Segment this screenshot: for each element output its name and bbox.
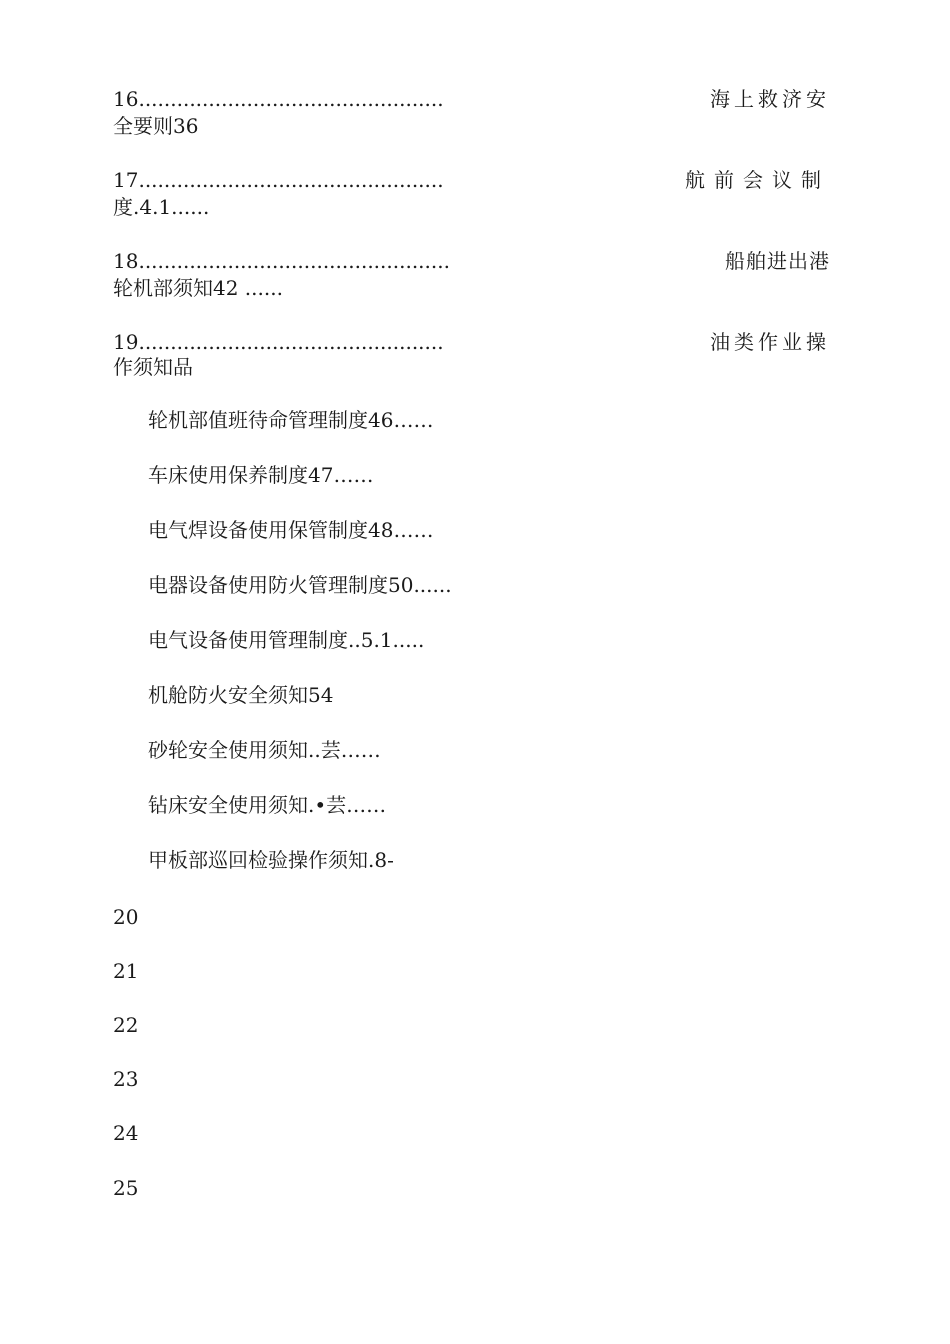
sub-entry: 电气设备使用管理制度..5.1..... — [148, 628, 425, 652]
toc-entry-title: 油类作业操 — [696, 327, 830, 357]
page-number-line: 20 — [113, 905, 139, 929]
toc-entry-16 — [113, 84, 830, 114]
sub-entry: 车床使用保养制度47…… — [148, 463, 374, 487]
sub-entry: 甲板部巡回检验操作须知.8- — [148, 848, 394, 872]
toc-entry-number: 16. — [113, 87, 145, 111]
sub-entry: 电器设备使用防火管理制度50...... — [148, 573, 452, 597]
toc-leader-dots: ................................................ — [144, 249, 450, 273]
toc-leader-dots: ............................................... — [144, 330, 444, 354]
toc-entry-19 — [113, 327, 830, 357]
toc-entry-18 — [113, 246, 830, 276]
page-number-line: 25 — [113, 1176, 139, 1200]
page-number-line: 22 — [113, 1013, 139, 1037]
sub-entry: 机舱防火安全须知54 — [148, 683, 334, 707]
toc-entry-continuation: 作须知品 — [113, 355, 193, 379]
toc-leader-dots: ............................................... — [144, 87, 444, 111]
sub-entry: 砂轮安全使用须知..芸…… — [148, 738, 381, 762]
toc-entry-17 — [113, 165, 830, 195]
toc-entry-title: 海上救济安 — [696, 84, 830, 114]
toc-entry-number: 17. — [113, 168, 145, 192]
toc-entry-continuation: 度.4.1...... — [113, 195, 210, 219]
toc-entry-number: 18. — [113, 249, 145, 273]
toc-leader-dots: ............................................... — [144, 168, 444, 192]
sub-entry: 钻床安全使用须知.•芸…… — [148, 793, 387, 817]
sub-entry: 电气焊设备使用保管制度48…… — [148, 518, 434, 542]
page-number-line: 23 — [113, 1067, 139, 1091]
toc-entry-title: 航前会议制 — [671, 165, 830, 195]
page-number-line: 21 — [113, 959, 139, 983]
toc-entry-title: 船舶进出港 — [711, 246, 830, 276]
toc-entry-number: 19. — [113, 330, 145, 354]
toc-entry-continuation: 全要则36 — [113, 114, 199, 138]
toc-entry-continuation: 轮机部须知42 ...... — [113, 276, 283, 300]
page-number-line: 24 — [113, 1121, 139, 1145]
sub-entry: 轮机部值班待命管理制度46…… — [148, 408, 434, 432]
